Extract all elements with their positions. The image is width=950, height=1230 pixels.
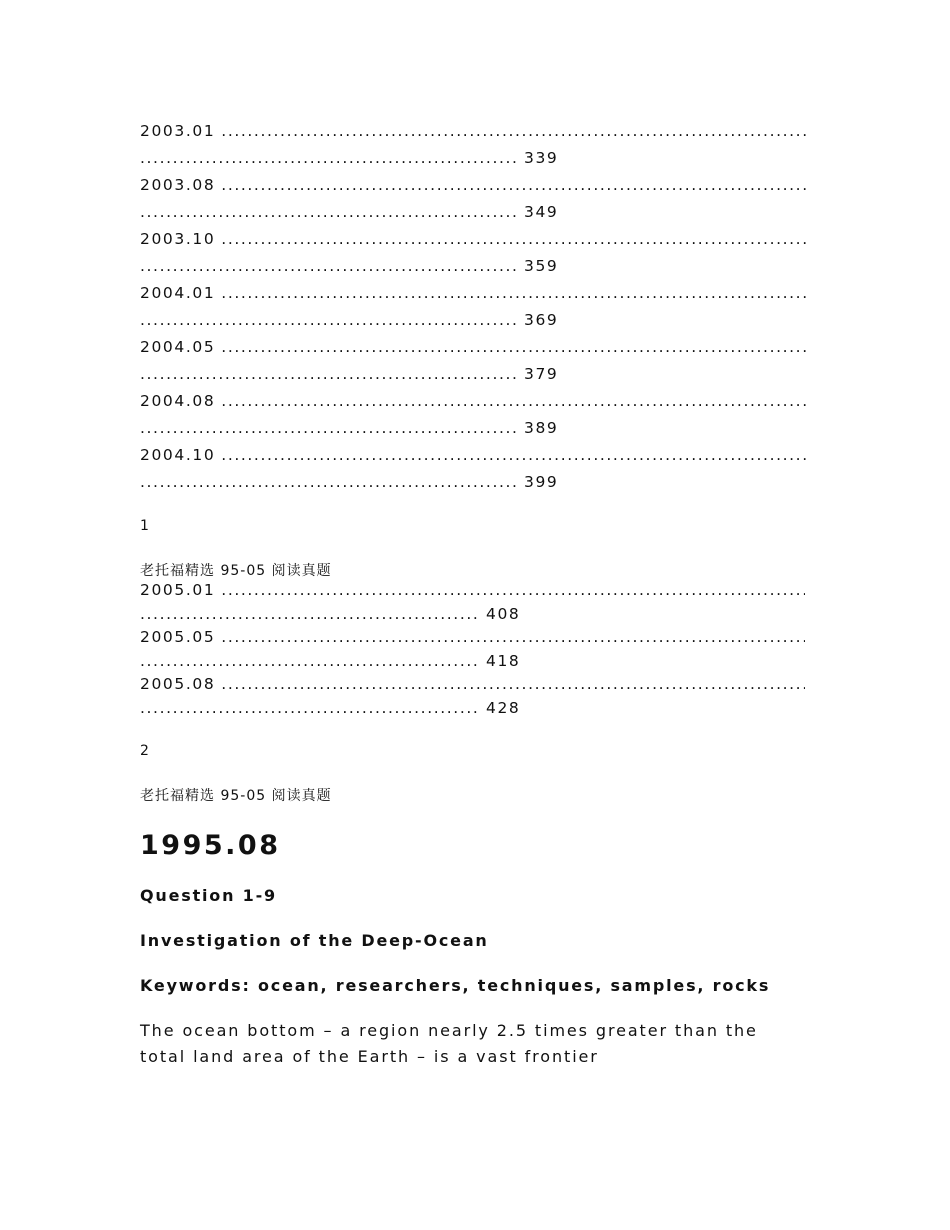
toc-leader-dots <box>140 145 516 172</box>
toc-leader-dots <box>221 226 808 253</box>
page-number-footer: 2 <box>140 743 150 759</box>
toc-leader-dots <box>140 415 516 442</box>
toc-entry-label: 2005.05 <box>140 628 216 646</box>
toc-entry-page: 408 <box>486 604 521 623</box>
keywords-line: Keywords: ocean, researchers, techniques, samples, rocks <box>140 976 771 995</box>
toc-entry-label: 2004.08 <box>140 392 216 410</box>
toc-leader-dots <box>221 579 805 603</box>
toc-leader-dots <box>140 697 478 721</box>
toc-entry-page: 389 <box>524 419 559 437</box>
toc-leader-dots <box>221 626 805 650</box>
toc-leader-dots <box>221 673 805 697</box>
running-header: 老托福精选 95-05 阅读真题 <box>140 788 332 804</box>
toc-entry-2003-10[interactable] <box>140 226 808 280</box>
toc-entry-2004-10[interactable] <box>140 442 808 496</box>
toc-leader-dots <box>221 388 808 415</box>
toc-leader-dots <box>221 334 808 361</box>
toc-entry-2004-01[interactable] <box>140 280 808 334</box>
toc-section-2 <box>140 579 808 720</box>
toc-leader-dots <box>140 469 516 496</box>
toc-section-1 <box>140 118 808 496</box>
toc-entry-2005-01[interactable] <box>140 579 808 626</box>
toc-entry-2004-05[interactable] <box>140 334 808 388</box>
section-heading: 1995.08 <box>140 830 281 861</box>
toc-leader-dots <box>221 280 808 307</box>
toc-entry-label: 2003.10 <box>140 230 216 248</box>
toc-leader-dots <box>140 307 516 334</box>
toc-leader-dots <box>140 361 516 388</box>
toc-leader-dots <box>140 603 478 627</box>
toc-entry-page: 428 <box>486 698 521 717</box>
question-label: Question 1-9 <box>140 886 277 905</box>
article-title: Investigation of the Deep-Ocean <box>140 931 489 950</box>
toc-entry-label: 2003.01 <box>140 122 216 140</box>
toc-entry-label: 2003.08 <box>140 176 216 194</box>
toc-leader-dots <box>221 442 808 469</box>
toc-entry-page: 399 <box>524 473 559 491</box>
toc-entry-label: 2005.01 <box>140 581 216 599</box>
toc-entry-page: 339 <box>524 149 559 167</box>
running-header: 老托福精选 95-05 阅读真题 <box>140 563 332 579</box>
toc-entry-label: 2005.08 <box>140 675 216 693</box>
toc-entry-2003-08[interactable] <box>140 172 808 226</box>
toc-leader-dots <box>140 650 478 674</box>
toc-entry-page: 359 <box>524 257 559 275</box>
toc-entry-label: 2004.05 <box>140 338 216 356</box>
body-paragraph: The ocean bottom – a region nearly 2.5 times greater than the total land area of the Earth – is a vast frontier <box>140 1021 758 1066</box>
page-number-footer: 1 <box>140 518 150 534</box>
toc-entry-page: 369 <box>524 311 559 329</box>
toc-entry-2005-08[interactable] <box>140 673 808 720</box>
toc-leader-dots <box>140 253 516 280</box>
toc-entry-page: 379 <box>524 365 559 383</box>
toc-entry-label: 2004.10 <box>140 446 216 464</box>
toc-leader-dots <box>140 199 516 226</box>
toc-leader-dots <box>221 118 808 145</box>
toc-leader-dots <box>221 172 808 199</box>
toc-entry-2004-08[interactable] <box>140 388 808 442</box>
toc-entry-label: 2004.01 <box>140 284 216 302</box>
toc-entry-2005-05[interactable] <box>140 626 808 673</box>
toc-entry-page: 349 <box>524 203 559 221</box>
toc-entry-page: 418 <box>486 651 521 670</box>
toc-entry-2003-01[interactable] <box>140 118 808 172</box>
